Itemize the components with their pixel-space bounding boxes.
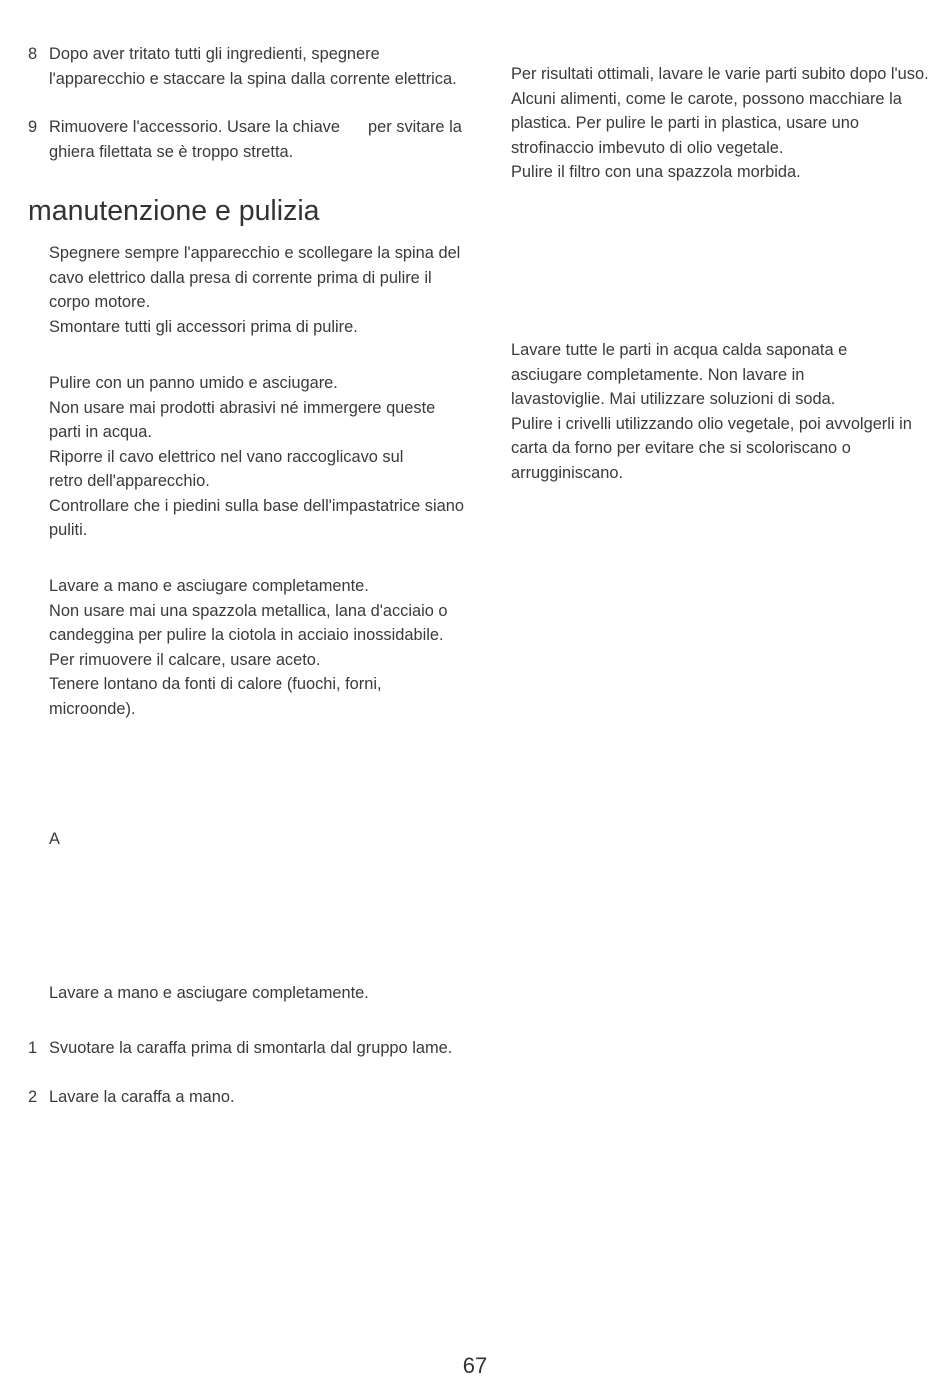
motor-cleaning-block: [49, 241, 469, 339]
step-text: Rimuovere l'accessorio. Usare la chiave per svitare la ghiera filettata se è troppo stretta.: [49, 118, 462, 161]
paragraph: Tenere lontano da fonti di calore (fuochi, forni, microonde).: [49, 675, 382, 718]
paragraph: Lavare tutte le parti in acqua calda saponata e asciugare completamente. Non lavare in lavastoviglie. Mai utilizzare soluzioni di soda.: [511, 341, 848, 408]
label-a: A: [49, 830, 60, 848]
hand-wash-note: Lavare a mano e asciugare completamente.: [49, 984, 369, 1002]
paragraph: Non usare mai prodotti abrasivi né immergere queste parti in acqua.: [49, 398, 436, 441]
step-1: [28, 1036, 468, 1061]
paragraph: Pulire il filtro con una spazzola morbida.: [511, 163, 801, 181]
section-heading: manutenzione e pulizia: [28, 195, 320, 227]
step-number: 2: [28, 1088, 38, 1106]
step-text: Dopo aver tritato tutti gli ingredienti, spegnere l'apparecchio e staccare la spina dalla corrente elettrica.: [49, 45, 457, 88]
paragraph: Alcuni alimenti, come le carote, possono macchiare la plastica. Per pulire le parti in plastica, usare uno strofinaccio imbevuto di olio vegetale.: [511, 89, 902, 157]
paragraph: Pulire con un panno umido e asciugare.: [49, 374, 338, 392]
plastic-parts-block: [511, 62, 929, 185]
step-number: 1: [28, 1039, 38, 1057]
step-8: [28, 42, 468, 91]
step-text: Lavare la caraffa a mano.: [49, 1088, 235, 1106]
paragraph: Smontare tutti gli accessori prima di pulire.: [49, 317, 358, 336]
paragraph: Per risultati ottimali, lavare le varie parti subito dopo l'uso.: [511, 65, 929, 83]
step-2: [28, 1085, 468, 1110]
bowl-cleaning-block: [49, 574, 469, 721]
paragraph: Controllare che i piedini sulla base dell'impastatrice siano puliti.: [49, 496, 464, 539]
step-number: 9: [28, 118, 38, 136]
screens-cleaning-block: [511, 338, 929, 485]
step-9: [28, 115, 468, 164]
paragraph: Non usare mai una spazzola metallica, lana d'acciaio o candeggina per pulire la ciotola in acciaio inossidabile. Per rimuovere il calcare, usare aceto.: [49, 601, 448, 669]
paragraph: Pulire i crivelli utilizzando olio vegetale, poi avvolgerli in carta da forno per evitare che si scoloriscano o arrugginiscano.: [511, 414, 912, 482]
paragraph: Lavare a mano e asciugare completamente.: [49, 577, 369, 595]
base-cleaning-block: [49, 371, 469, 543]
step-number: 8: [28, 45, 38, 63]
paragraph: Riporre il cavo elettrico nel vano raccoglicavo sul retro dell'apparecchio.: [49, 447, 404, 490]
step-text: Svuotare la caraffa prima di smontarla dal gruppo lame.: [49, 1039, 453, 1057]
paragraph: Spegnere sempre l'apparecchio e scollegare la spina del cavo elettrico dalla presa di corrente prima di pulire il corpo motore.: [49, 244, 461, 311]
page-number: 67: [462, 1353, 488, 1378]
